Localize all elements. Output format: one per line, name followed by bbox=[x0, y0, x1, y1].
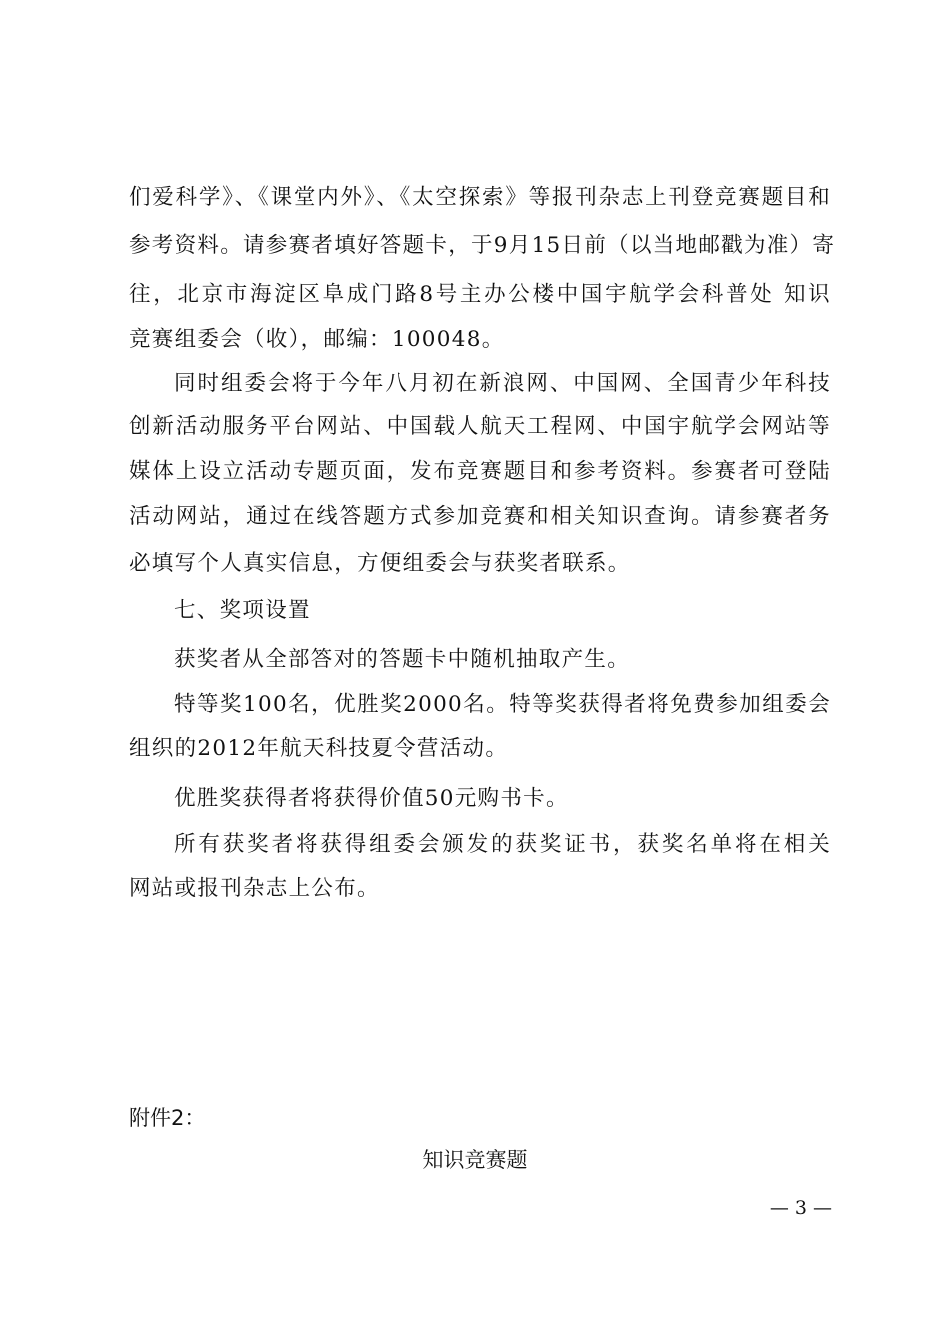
body-line-6: 创新活动服务平台网站、中国载人航天工程网、中国宇航学会网站等 bbox=[129, 414, 831, 439]
body-line-13: 组织的2012年航天科技夏令营活动。 bbox=[129, 736, 509, 761]
annex-title: 知识竞赛题 bbox=[422, 1148, 528, 1172]
body-line-9: 必填写个人真实信息，方便组委会与获奖者联系。 bbox=[129, 551, 631, 576]
section-heading: 七、奖项设置 bbox=[174, 598, 311, 623]
body-line-2: 参考资料。请参赛者填好答题卡，于9月15日前（以当地邮戳为准）寄 bbox=[129, 233, 836, 258]
body-line-3: 往，北京市海淀区阜成门路8号主办公楼中国宇航学会科普处 知识 bbox=[129, 282, 831, 307]
body-line-7: 媒体上设立活动专题页面，发布竞赛题目和参考资料。参赛者可登陆 bbox=[129, 459, 831, 484]
body-line-16: 网站或报刊杂志上公布。 bbox=[129, 876, 380, 901]
body-line-8: 活动网站，通过在线答题方式参加竞赛和相关知识查询。请参赛者务 bbox=[129, 504, 831, 529]
page-number: — 3 — bbox=[769, 1197, 832, 1219]
body-line-15: 所有获奖者将获得组委会颁发的获奖证书，获奖名单将在相关 bbox=[174, 832, 831, 857]
body-line-12: 特等奖100名，优胜奖2000名。特等奖获得者将免费参加组委会 bbox=[174, 692, 831, 717]
body-line-4: 竞赛组委会（收），邮编：100048。 bbox=[129, 327, 505, 352]
annex-label: 附件2： bbox=[129, 1106, 206, 1130]
body-line-1: 们爱科学》、《课堂内外》、《太空探索》等报刊杂志上刊登竞赛题目和 bbox=[129, 185, 831, 210]
body-line-14: 优胜奖获得者将获得价值50元购书卡。 bbox=[174, 786, 569, 811]
body-line-5: 同时组委会将于今年八月初在新浪网、中国网、全国青少年科技 bbox=[174, 371, 831, 396]
body-line-11: 获奖者从全部答对的答题卡中随机抽取产生。 bbox=[174, 647, 631, 672]
